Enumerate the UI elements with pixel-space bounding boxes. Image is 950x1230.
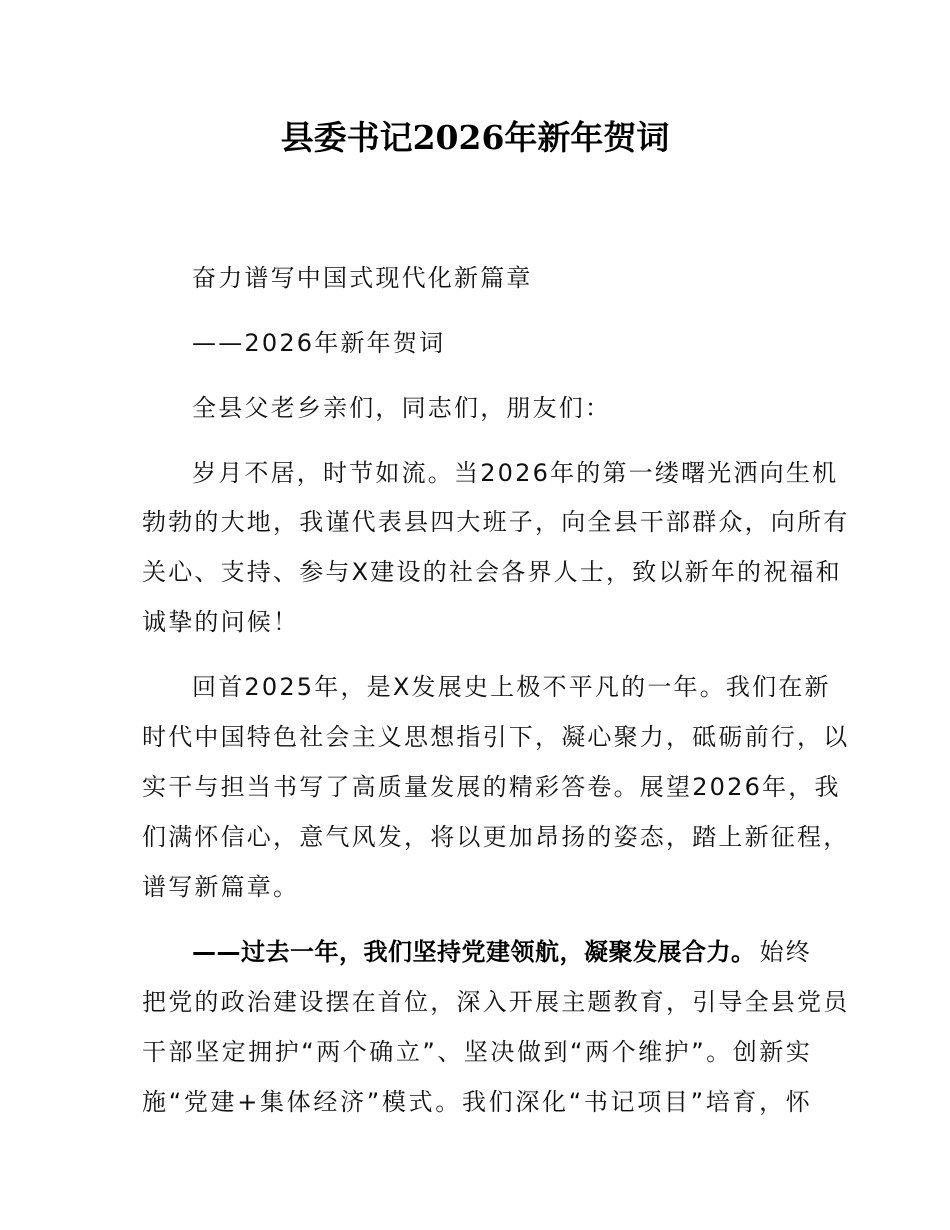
paragraph-line-rest: 始终	[759, 938, 812, 966]
paragraph-heading: ——过去一年，我们坚持党建领航，凝聚发展合力。	[192, 938, 756, 966]
paragraph-line: 施“党建+集体经济”模式。我们深化“书记项目”培育，怀	[142, 1088, 812, 1116]
paragraph-line: 岁月不居，时节如流。当2026年的第一缕曙光洒向生机	[192, 459, 839, 487]
document-title: 县委书记2026年新年贺词	[280, 118, 670, 157]
paragraph-line: 勃勃的大地，我谨代表县四大班子，向全县干部群众，向所有	[142, 508, 850, 536]
document-subtitle-dash: ——2026年新年贺词	[192, 329, 446, 357]
paragraph-line: 时代中国特色社会主义思想指引下，凝心聚力，砥砺前行，以	[142, 723, 850, 751]
paragraph-line: 关心、支持、参与X建设的社会各界人士，致以新年的祝福和	[142, 558, 842, 586]
paragraph-line: 实干与担当书写了高质量发展的精彩答卷。展望2026年，我	[142, 773, 841, 801]
paragraph-line: 把党的政治建设摆在首位，深入开展主题教育，引导全县党员	[142, 988, 850, 1016]
paragraph-line: 诚挚的问候！	[142, 608, 300, 636]
paragraph-line: 们满怀信心，意气风发，将以更加昂扬的姿态，踏上新征程，	[142, 823, 850, 851]
paragraph-line: 干部坚定拥护“两个确立”、坚决做到“两个维护”。创新实	[142, 1038, 812, 1066]
paragraph-line: 谱写新篇章。	[142, 873, 300, 901]
paragraph-line: 回首2025年，是X发展史上极不平凡的一年。我们在新	[192, 673, 831, 701]
paragraph-first-line	[192, 932, 812, 967]
greeting: 全县父老乡亲们，同志们，朋友们：	[192, 394, 612, 422]
document-subtitle: 奋力谱写中国式现代化新篇章	[192, 264, 533, 292]
